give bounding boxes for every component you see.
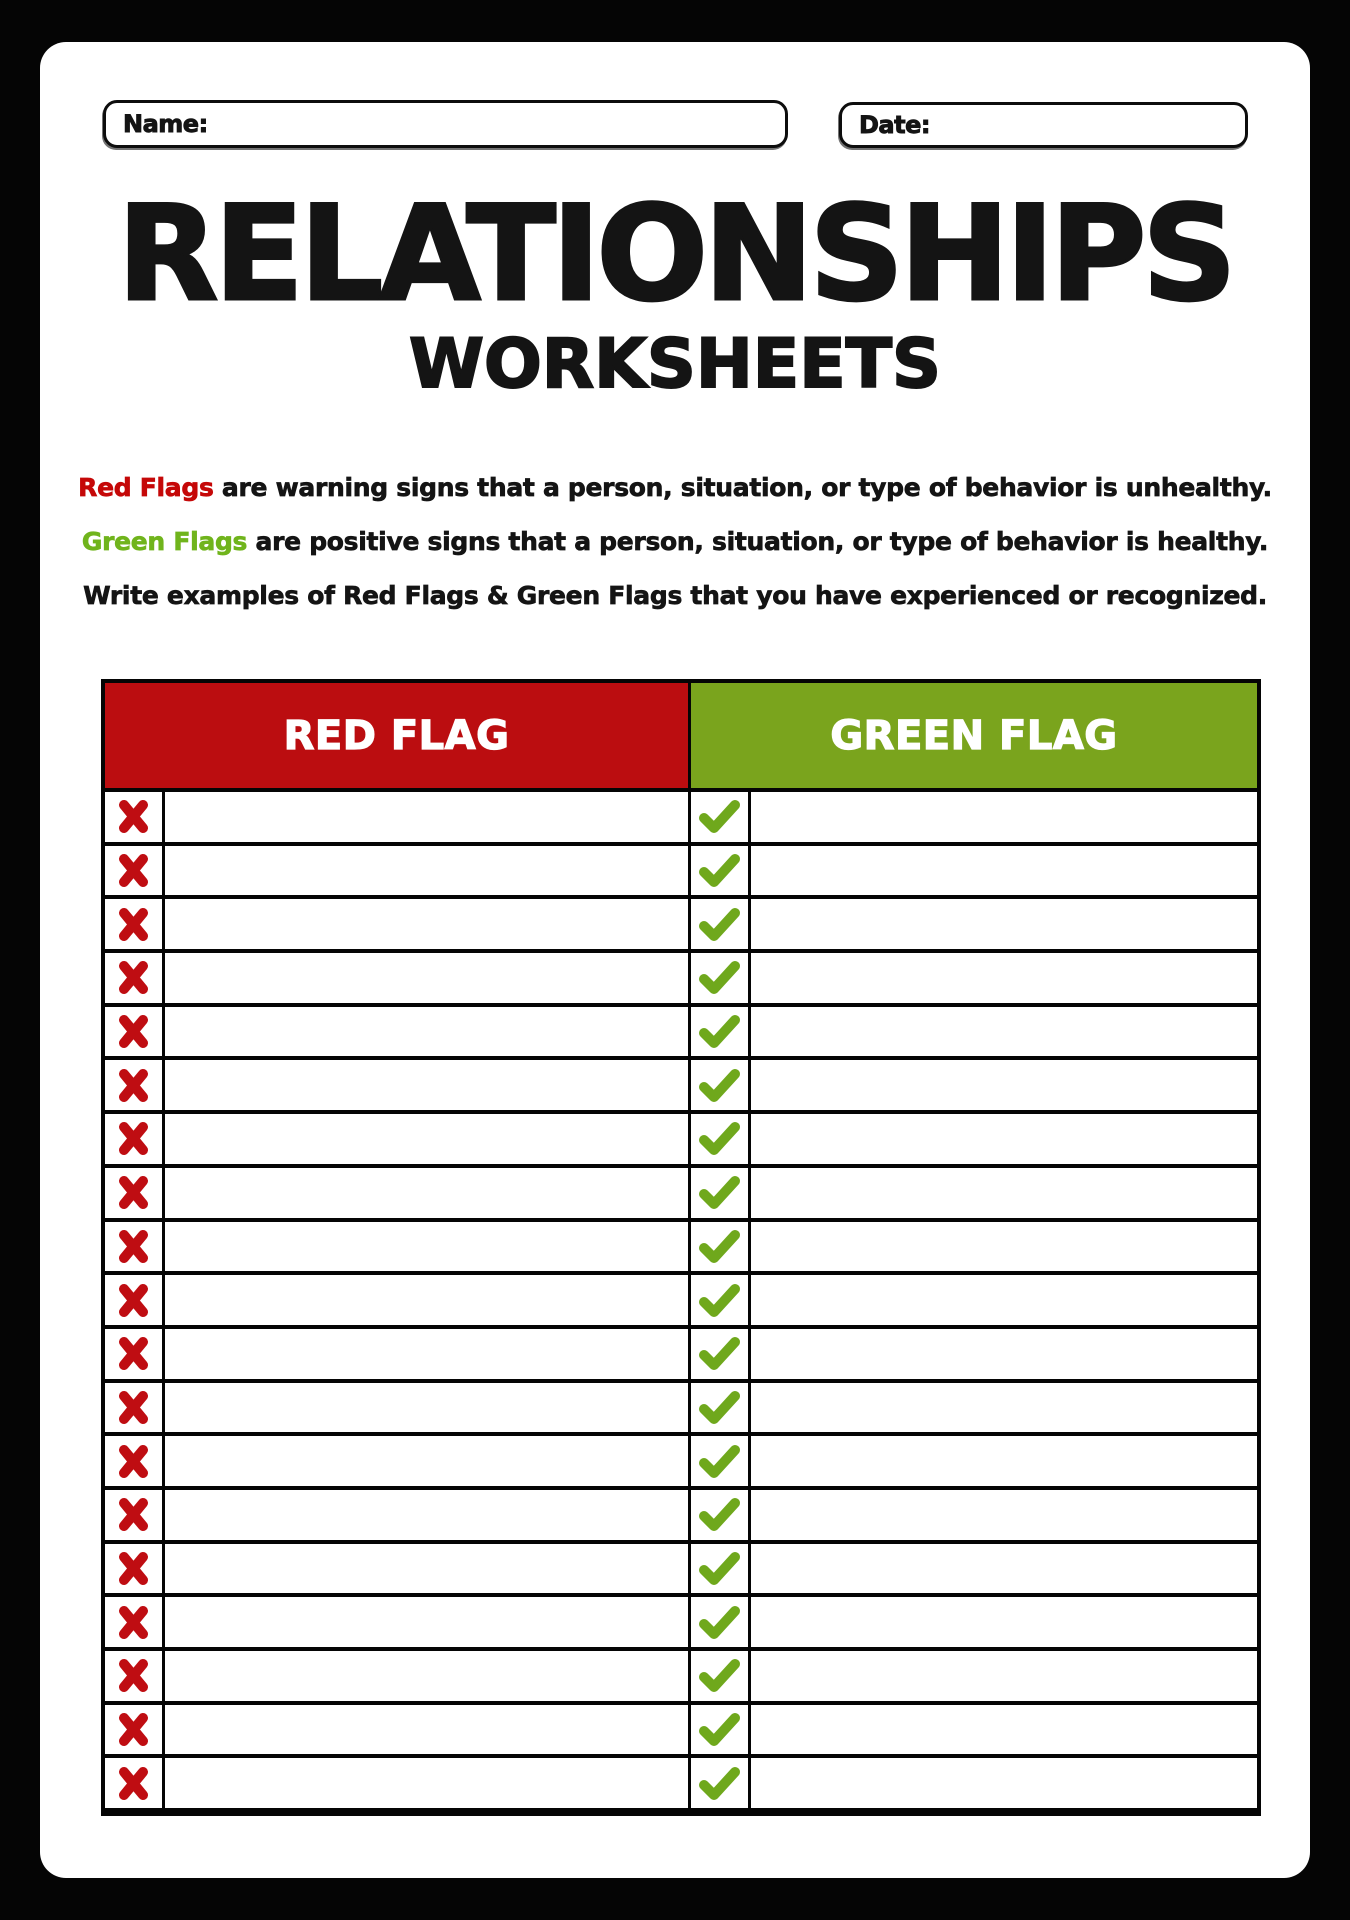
red-flag-input-line[interactable] <box>165 1436 688 1486</box>
red-flags-definition: are warning signs that a person, situation, or type of behavior is unhealthy. <box>213 473 1272 502</box>
green-flag-input-line[interactable] <box>751 1275 1257 1325</box>
red-flag-input-line[interactable] <box>165 1168 688 1218</box>
green-flag-input-line[interactable] <box>751 846 1257 896</box>
red-flag-input-line[interactable] <box>165 1490 688 1540</box>
x-mark-icon <box>105 953 162 1003</box>
green-flag-input-line[interactable] <box>751 899 1257 949</box>
check-mark-icon <box>691 1651 748 1701</box>
x-mark-icon <box>105 1490 162 1540</box>
green-flag-input-line[interactable] <box>751 1114 1257 1164</box>
red-flag-input-line[interactable] <box>165 1275 688 1325</box>
red-flag-input-line[interactable] <box>165 846 688 896</box>
check-mark-icon <box>691 1383 748 1433</box>
green-flag-input-line[interactable] <box>751 1436 1257 1486</box>
date-field[interactable] <box>839 102 1248 148</box>
intro-text <box>40 461 1310 623</box>
check-mark-icon <box>691 1436 748 1486</box>
red-flag-input-line[interactable] <box>165 1758 688 1808</box>
x-mark-icon <box>105 1383 162 1433</box>
green-flag-input-line[interactable] <box>751 1329 1257 1379</box>
intro-line-green-flags <box>40 515 1310 569</box>
x-mark-icon <box>105 1436 162 1486</box>
x-mark-icon <box>105 1758 162 1808</box>
red-flag-column-header: RED FLAG <box>105 683 688 788</box>
intro-line-instructions: Write examples of Red Flags & Green Flags that you have experienced or recognized. <box>83 581 1267 610</box>
x-mark-icon <box>105 1651 162 1701</box>
green-flag-input-line[interactable] <box>751 1060 1257 1110</box>
check-mark-icon <box>691 1222 748 1272</box>
green-flag-input-line[interactable] <box>751 1705 1257 1755</box>
green-flag-input-line[interactable] <box>751 953 1257 1003</box>
green-flag-input-line[interactable] <box>751 1007 1257 1057</box>
x-mark-icon <box>105 1597 162 1647</box>
red-flag-input-line[interactable] <box>165 1222 688 1272</box>
check-mark-icon <box>691 1114 748 1164</box>
check-mark-icon <box>691 1329 748 1379</box>
x-mark-icon <box>105 1329 162 1379</box>
name-field[interactable] <box>103 100 788 148</box>
x-mark-icon <box>105 1222 162 1272</box>
check-mark-icon <box>691 792 748 842</box>
red-flag-input-line[interactable] <box>165 899 688 949</box>
x-mark-icon <box>105 1705 162 1755</box>
green-flag-input-line[interactable] <box>751 1651 1257 1701</box>
x-mark-icon <box>105 899 162 949</box>
page-title: RELATIONSHIPS <box>117 177 1233 330</box>
green-flag-input-line[interactable] <box>751 1597 1257 1647</box>
red-flag-input-line[interactable] <box>165 1597 688 1647</box>
red-flag-input-line[interactable] <box>165 1544 688 1594</box>
red-flag-input-line[interactable] <box>165 1651 688 1701</box>
red-flag-input-line[interactable] <box>165 953 688 1003</box>
check-mark-icon <box>691 1597 748 1647</box>
check-mark-icon <box>691 899 748 949</box>
x-mark-icon <box>105 1114 162 1164</box>
page-subtitle: WORKSHEETS <box>408 325 941 404</box>
name-label: Name: <box>123 110 208 138</box>
green-flag-input-line[interactable] <box>751 1383 1257 1433</box>
worksheet-page <box>40 42 1310 1878</box>
green-flags-definition: are positive signs that a person, situation, or type of behavior is healthy. <box>247 527 1269 556</box>
green-flag-column-header: GREEN FLAG <box>691 683 1257 788</box>
x-mark-icon <box>105 1168 162 1218</box>
check-mark-icon <box>691 1490 748 1540</box>
x-mark-icon <box>105 1275 162 1325</box>
check-mark-icon <box>691 1007 748 1057</box>
red-flag-input-line[interactable] <box>165 792 688 842</box>
red-flags-highlight: Red Flags <box>78 473 214 502</box>
check-mark-icon <box>691 1544 748 1594</box>
check-mark-icon <box>691 1168 748 1218</box>
red-flag-input-line[interactable] <box>165 1060 688 1110</box>
date-label: Date: <box>859 111 930 139</box>
check-mark-icon <box>691 846 748 896</box>
red-flag-input-line[interactable] <box>165 1007 688 1057</box>
red-flag-input-line[interactable] <box>165 1114 688 1164</box>
check-mark-icon <box>691 1705 748 1755</box>
red-flag-input-line[interactable] <box>165 1705 688 1755</box>
x-mark-icon <box>105 792 162 842</box>
check-mark-icon <box>691 1275 748 1325</box>
red-flag-input-line[interactable] <box>165 1329 688 1379</box>
check-mark-icon <box>691 1060 748 1110</box>
flag-table <box>101 679 1261 1816</box>
x-mark-icon <box>105 1060 162 1110</box>
red-flag-input-line[interactable] <box>165 1383 688 1433</box>
green-flag-input-line[interactable] <box>751 1168 1257 1218</box>
check-mark-icon <box>691 1758 748 1808</box>
green-flag-input-line[interactable] <box>751 1490 1257 1540</box>
green-flag-input-line[interactable] <box>751 792 1257 842</box>
green-flag-input-line[interactable] <box>751 1544 1257 1594</box>
green-flag-input-line[interactable] <box>751 1758 1257 1808</box>
check-mark-icon <box>691 953 748 1003</box>
x-mark-icon <box>105 1007 162 1057</box>
green-flag-input-line[interactable] <box>751 1222 1257 1272</box>
intro-line-red-flags <box>40 461 1310 515</box>
x-mark-icon <box>105 1544 162 1594</box>
green-flags-highlight: Green Flags <box>81 527 248 556</box>
x-mark-icon <box>105 846 162 896</box>
